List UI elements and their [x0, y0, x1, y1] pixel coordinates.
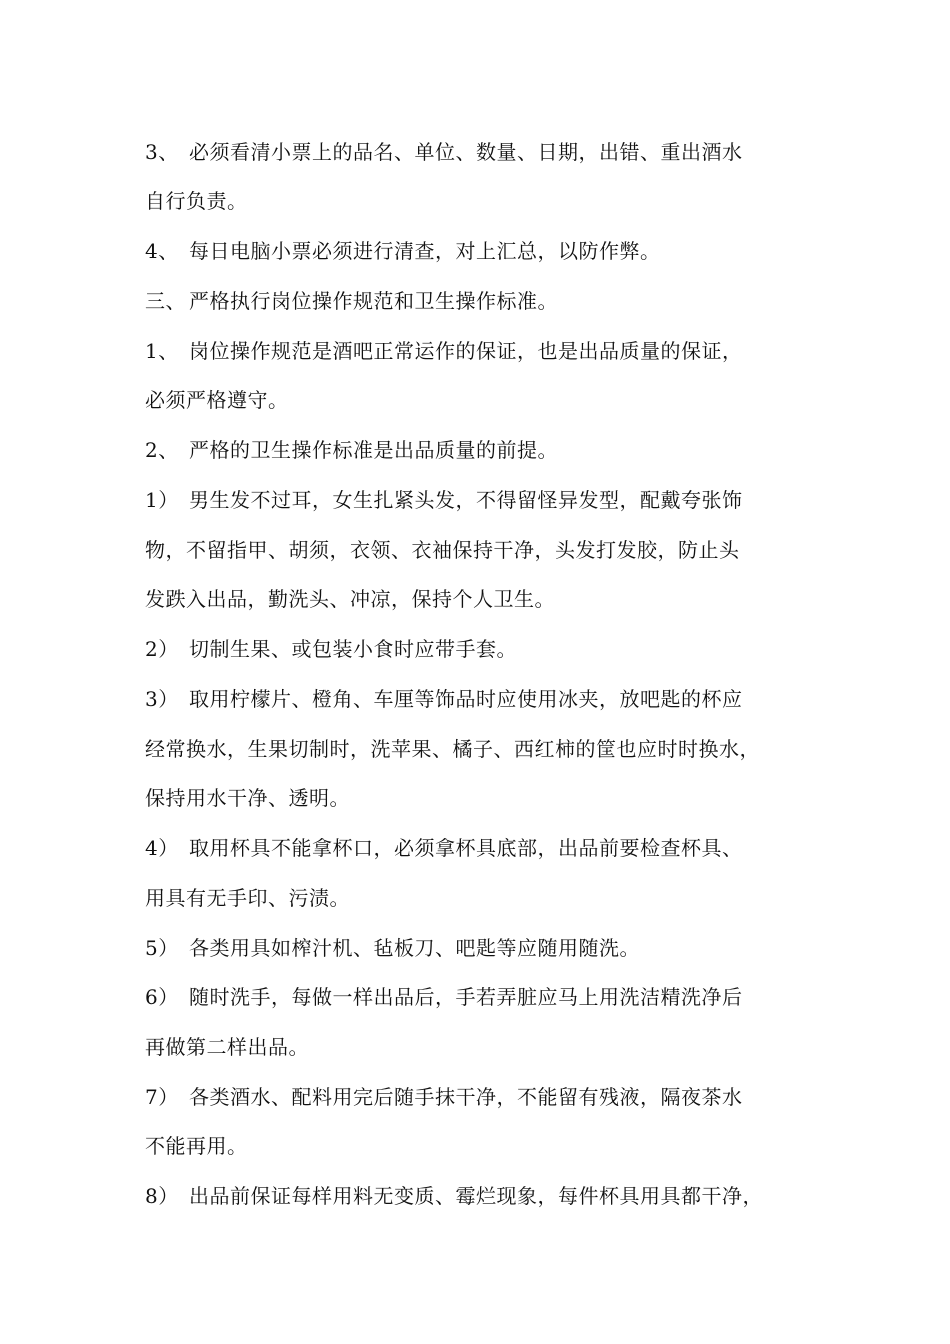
paragraph-text: 岗位操作规范是酒吧正常运作的保证，也是出品质量的保证， — [189, 339, 743, 363]
list-item-text: 经常换水，生果切制时，洗苹果、橘子、西红柿的筐也应时时换水， — [145, 737, 760, 761]
list-item-line — [145, 935, 825, 961]
list-item-text: 男生发不过耳，女生扎紧头发，不得留怪异发型，配戴夸张饰 — [189, 488, 743, 512]
list-item-line — [145, 885, 825, 911]
paragraph-line — [145, 437, 825, 463]
list-item-line — [145, 785, 825, 811]
paragraph-number: 3、 — [145, 140, 179, 164]
list-item-text: 再做第二样出品。 — [145, 1035, 309, 1059]
section-title: 严格执行岗位操作规范和卫生操作标准。 — [189, 289, 558, 313]
paragraph-text: 每日电脑小票必须进行清查，对上汇总，以防作弊。 — [189, 239, 661, 263]
paragraph-line — [145, 338, 825, 364]
paragraph-line — [145, 188, 825, 214]
list-item-text: 各类酒水、配料用完后随手抹干净，不能留有残液，隔夜茶水 — [189, 1085, 743, 1109]
list-item-text: 保持用水干净、透明。 — [145, 786, 350, 810]
paragraph-line — [145, 387, 825, 413]
paragraph-line — [145, 238, 825, 264]
list-item-text: 发跌入出品，勤洗头、冲凉，保持个人卫生。 — [145, 587, 555, 611]
paragraph-number: 1、 — [145, 339, 179, 363]
list-item-line — [145, 984, 825, 1010]
list-item-number: 7） — [145, 1085, 179, 1109]
paragraph-text: 严格的卫生操作标准是出品质量的前提。 — [189, 438, 558, 462]
list-item-line — [145, 586, 825, 612]
list-item-text: 不能再用。 — [145, 1134, 248, 1158]
list-item-text: 取用杯具不能拿杯口，必须拿杯具底部，出品前要检查杯具、 — [189, 836, 743, 860]
list-item-line — [145, 636, 825, 662]
list-item-number: 1） — [145, 488, 179, 512]
list-item-text: 切制生果、或包装小食时应带手套。 — [189, 637, 517, 661]
list-item-line — [145, 1133, 825, 1159]
list-item-number: 8） — [145, 1184, 179, 1208]
list-item-line — [145, 487, 825, 513]
list-item-line — [145, 1034, 825, 1060]
list-item-text: 出品前保证每样用料无变质、霉烂现象，每件杯具用具都干净， — [189, 1184, 763, 1208]
list-item-number: 6） — [145, 985, 179, 1009]
list-item-number: 4） — [145, 836, 179, 860]
list-item-text: 取用柠檬片、橙角、车厘等饰品时应使用冰夹，放吧匙的杯应 — [189, 687, 743, 711]
list-item-text: 物，不留指甲、胡须，衣领、衣袖保持干净，头发打发胶，防止头 — [145, 538, 740, 562]
paragraph-text: 必须看清小票上的品名、单位、数量、日期，出错、重出酒水 — [189, 140, 743, 164]
list-item-line — [145, 537, 825, 563]
list-item-number: 5） — [145, 936, 179, 960]
list-item-text: 用具有无手印、污渍。 — [145, 886, 350, 910]
list-item-line — [145, 1084, 825, 1110]
list-item-line — [145, 835, 825, 861]
list-item-number: 2） — [145, 637, 179, 661]
paragraph-number: 2、 — [145, 438, 179, 462]
list-item-text: 随时洗手，每做一样出品后，手若弄脏应马上用洗洁精洗净后 — [189, 985, 743, 1009]
paragraph-text: 自行负责。 — [145, 189, 248, 213]
list-item-line — [145, 736, 825, 762]
list-item-line — [145, 1183, 825, 1209]
list-item-text: 各类用具如榨汁机、毡板刀、吧匙等应随用随洗。 — [189, 936, 640, 960]
paragraph-number: 4、 — [145, 239, 179, 263]
list-item-number: 3） — [145, 687, 179, 711]
list-item-line — [145, 686, 825, 712]
paragraph-text: 必须严格遵守。 — [145, 388, 289, 412]
section-number: 三、 — [145, 289, 186, 313]
section-heading — [145, 288, 825, 314]
paragraph-line — [145, 139, 825, 165]
